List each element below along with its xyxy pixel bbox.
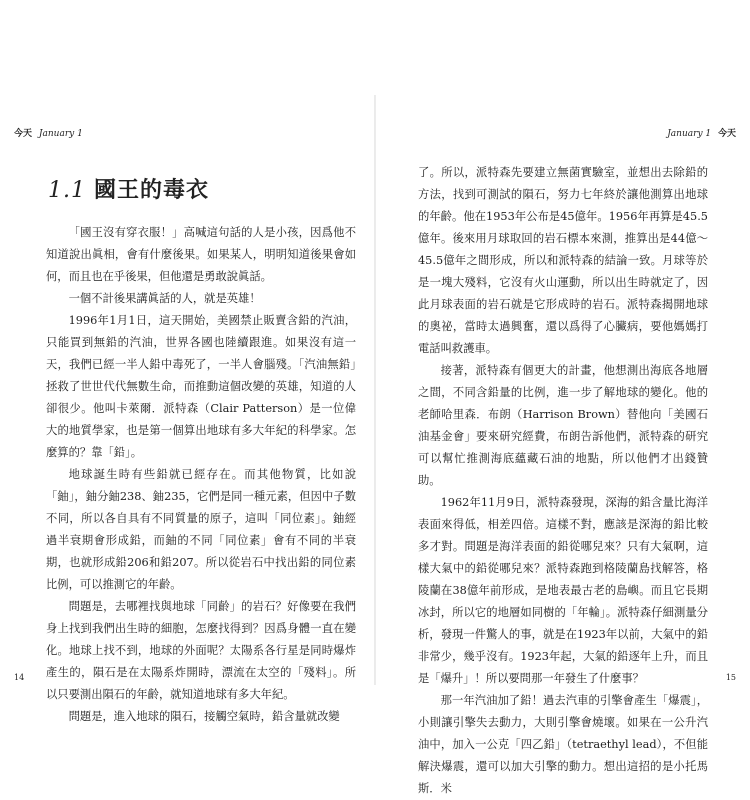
right-page	[375, 0, 750, 795]
paragraph: 地球誕生時有些鉛就已經存在。而其他物質，比如說「鈾」，鈾分鈾238、鈾235，它們是同一種元素，但因中子數不同，所以各自具有不同質量的原子，這叫「同位素」。鈾經過半衰期會形成鉛，而鈾的不同「同位素」會有不同的半衰期，也就形成鉛206和鉛207。所以從岩石中找出鉛的同位素比例，可以推測它的年齡。	[46, 468, 356, 591]
running-header-date: January 1	[667, 129, 712, 139]
paragraph: 「國王沒有穿衣服！」高喊這句話的人是小孩，因爲他不知道說出眞相，會有什麼後果。如果某人，明明知道後果會如何，而且也在乎後果，但他還是勇敢說眞話。	[46, 226, 356, 283]
running-header-label: 今天	[717, 129, 736, 139]
chapter-number: 1.1	[48, 178, 86, 203]
paragraph: 那一年汽油加了鉛！過去汽車的引擎會產生「爆震」，小則讓引擎失去動力，大則引擎會燒壞。如果在一公升汽油中，加入一公克「四乙鉛」（tetraethyl lead），不但能解決爆震，還可以加大引擎的動力。想出這招的是小托馬斯．米	[418, 694, 708, 795]
running-header	[667, 128, 736, 140]
paragraph: 問題是，進入地球的隕石，接觸空氣時，鉛含量就改變	[68, 710, 340, 723]
paragraph: 1962年11月9日，派特森發現，深海的鉛含量比海洋表面來得低，相差四倍。這樣不對，應該是深海的鉛比較多才對。問題是海洋表面的鉛從哪兒來？只有大氣啊，這樣大氣中的鉛從哪兒來？派特森跑到格陵蘭島找解答，格陵蘭在38億年前形成，是地表最古老的島嶼。而且它長期冰封，所以它的地層如同樹的「年輪」。派特森仔細測量分析，發現一件驚人的事，就是在1923年以前，大氣中的鉛非常少，幾乎沒有。1923年起，大氣的鉛逐年上升，而且是「爆升」！所以要問那一年發生了什麼事？	[418, 496, 708, 685]
paragraph: 1996年1月1日，這天開始，美國禁止販賣含鉛的汽油，只能買到無鉛的汽油，世界各國也陸續跟進。如果沒有這一天，我們已經一半人鉛中毒死了，一半人會腦殘。「汽油無鉛」拯救了世世代代無數生命，而推動這個改變的英雄，知道的人卻很少。他叫卡萊爾．派特森（Clair Patterson）是一位偉大的地質學家，也是第一個算出地球有多大年紀的科學家。怎麼算的？靠「鉛」。	[46, 314, 356, 459]
body-text	[46, 222, 356, 728]
left-page	[0, 0, 375, 750]
paragraph: 一個不計後果講眞話的人，就是英雄！	[68, 292, 261, 305]
chapter-title-text: 國王的毒衣	[94, 177, 210, 203]
paragraph: 接著，派特森有個更大的計畫，他想測出海底各地層之間，不同含鉛量的比例，進一步了解地球的變化。他的老師哈里森．布朗（Harrison Brown）替他向「美國石油基金會」要來研究經費，布朗告訴他們，派特森的研究可以幫忙推測海底蘊藏石油的地點，所以他們才出錢贊助。	[418, 364, 708, 487]
body-text	[418, 162, 708, 800]
page-number: 14	[14, 673, 25, 682]
running-header	[14, 128, 83, 140]
paragraph: 了。所以，派特森先要建立無菌實驗室，並想出去除鉛的方法，找到可測試的隕石，努力七年終於讓他測算出地球的年齡。他在1953年公布是45億年。1956年再算是45.5億年。後來用月球取回的岩石標本來測，推算出是44億～45.5億年之間形成，所以和派特森的結論一致。月球等於是一塊大殘料，它沒有火山運動，所以出生時就定了，因此月球表面的岩石就是它形成時的岩石。派特森揭開地球的奧祕，當時太過興奮，還以爲得了心臟病，要他媽媽打電話叫救護車。	[418, 166, 708, 355]
chapter-title	[48, 176, 209, 205]
running-header-date: January 1	[38, 129, 83, 139]
page-number: 15	[725, 673, 736, 682]
running-header-label: 今天	[14, 129, 33, 139]
paragraph: 問題是，去哪裡找與地球「同齡」的岩石？好像要在我們身上找到我們出生時的細胞，怎麼找得到？因爲身體一直在變化。地球上找不到，地球的外面呢？太陽系各行星是同時爆炸產生的，隕石是在太陽系炸開時，漂流在太空的「殘料」。所以只要測出隕石的年齡，就知道地球有多大年紀。	[46, 600, 356, 701]
